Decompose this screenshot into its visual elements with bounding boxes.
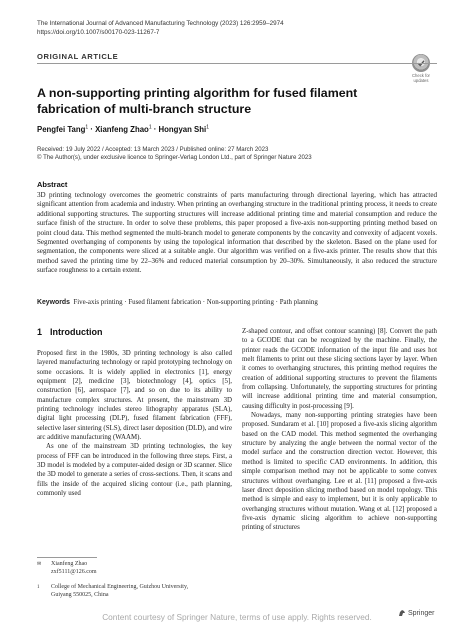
keywords-label: Keywords <box>37 299 70 306</box>
courtesy-watermark: Content courtesy of Springer Nature, terms of use apply. Rights reserved. <box>102 612 372 622</box>
author-list: Pengfei Tang$^1$ · Xianfeng Zhao$^1$ · Hongyan Shi$^1$ <box>37 124 209 134</box>
contact-email[interactable]: zxf5111@126.com <box>51 568 97 575</box>
abstract-heading: Abstract <box>37 180 68 189</box>
affiliation-footnote <box>37 584 188 599</box>
history-dates: Received: 19 July 2022 / Accepted: 13 March 2023 / Published online: 27 March 2023 <box>37 146 269 153</box>
section-number: 1 <box>37 327 43 337</box>
publisher-name: Springer <box>408 609 435 617</box>
journal-citation: The International Journal of Advanced Manufacturing Technology (2023) 126:2959–2974 <box>37 20 284 27</box>
corresponding-author-footnote <box>37 561 97 576</box>
doi-link[interactable]: https://doi.org/10.1007/s00170-023-11267-7 <box>37 28 160 36</box>
copyright-line: © The Author(s), under exclusive licence to Springer-Verlag London Ltd., part of Springer Nature 2023 <box>37 154 312 162</box>
keywords-list: Five-axis printing · Fused filament fabrication · Non-supporting printing · Path planning <box>73 299 318 306</box>
check-for-updates-badge[interactable] <box>405 54 437 83</box>
body-paragraph: Nowadays, many non-supporting printing strategies have been proposed. Sundaram et al. [10] proposed a five-axis slicing algorithm based on the CAD model. This method segmented the overhanging structure by analyzing the angle between the normal vector of the model surface and the construction direction vector. However, this method is limited to specific CAD environments. In addition, this simple comparison method may not be applicable to some convex structures without overhanging. Lee et al. [11] proposed a five-axis laser direct deposition slicing method based on model topology. This method is simple and easy to implement, but it is only applicable to overhanging structures without mutation. Wang et al. [12] proposed a five-axis dynamic slicing algorithm to achieve non-supporting printing of structures <box>242 412 437 532</box>
affiliation-line: College of Mechanical Engineering, Guizhou University, <box>51 584 189 590</box>
section-heading <box>37 327 111 337</box>
keywords-line <box>37 298 437 307</box>
author-name[interactable]: Xianfeng Zhao$^1$ <box>95 124 152 134</box>
contact-name: Xianfeng Zhao <box>51 561 88 567</box>
body-column-right <box>242 327 437 533</box>
affiliation-line: Guiyang 550025, China <box>51 591 109 598</box>
body-paragraph: As one of the mainstream 3D printing technologies, the key process of FFF can be introduced in the following three steps. First, a 3D model is modeled by a computer-aided design or 3D scanner. Slice the 3D model to generate a series of cross-sections. Then, it scans and fills the inside of the acquired slicing contour (i.e., path planning, commonly used <box>37 443 232 498</box>
section-title: Introduction <box>50 327 103 337</box>
article-type-label: ORIGINAL ARTICLE <box>37 52 119 61</box>
envelope-icon: ✉ <box>37 562 42 567</box>
check-for-updates-label: Check for updates <box>412 73 430 83</box>
author-name[interactable]: Hongyan Shi$^1$ <box>158 124 209 134</box>
body-column-left <box>37 349 232 499</box>
affiliation-mark: 1 <box>37 585 40 590</box>
abstract-text: 3D printing technology overcomes the geometric constraints of parts manufacturing through directional layering, which has attracted significant attention from academia and industry. When printing an overhanging structure in the traditional printing process, it needs to create additional supporting structures. The supporting structures will increase additional printing time and material consumption and reduce the surface finish of the structure. In order to solve these problems, this paper proposed a five-axis non-supporting printing method based on point cloud data. This method segmented the multi-branch model to generate components by the concavity and convexity of adjacent voxels. Segmented overhanging of components by using the topological information that described by the skeleton. Based on the plane used for segmentation, the components were sliced at a suitable angle. Our algorithm was verified on a five-axis printer. The results show that this method saved the printing time by 22–36% and reduced material consumption by 20–30%. Simultaneously, it also reduced the structure surface roughness to a certain extent. <box>37 191 437 275</box>
publication-dates <box>37 146 437 163</box>
body-paragraph: Z-shaped contour, and offset contour scanning) [8]. Convert the path to a GCODE that can be recognized by the machine. Finally, the printer reads the GCODE information of the input file and uses hot melt filaments to print out these slicing sections layer by layer. When it comes to overhanging structures, this printing method requires the creation of additional supporting structures to prevent the filaments from collapsing. Unfortunately, the supporting structures for printing will increase additional printing time and material consumption, causing difficulty in post-processing [9]. <box>242 328 437 410</box>
header-rule <box>37 63 437 64</box>
body-paragraph: Proposed first in the 1980s, 3D printing technology is also called layered manufacturing technology or rapid prototyping technology on some occasions. It is widely applied in electronics [1], energy equipment [2], medicine [3], biotechnology [4], optics [5], construction [6], aerospace [7], and so on due to its ability to manufacture complex structures. At present, the mainstream 3D printing technology includes stereo lithography apparatus (SLA), digital light processing (DLP), fused filament fabrication (FFF), selective laser sintering (SLS), direct laser deposition (DLD), and wire arc additive manufacturing (WAAM). <box>37 350 232 442</box>
journal-header <box>37 20 284 37</box>
article-title: A non-supporting printing algorithm for fused filament fabrication of multi-branch structure <box>37 86 358 116</box>
footnote-rule <box>37 557 97 558</box>
author-name[interactable]: Pengfei Tang$^1$ <box>37 124 89 134</box>
